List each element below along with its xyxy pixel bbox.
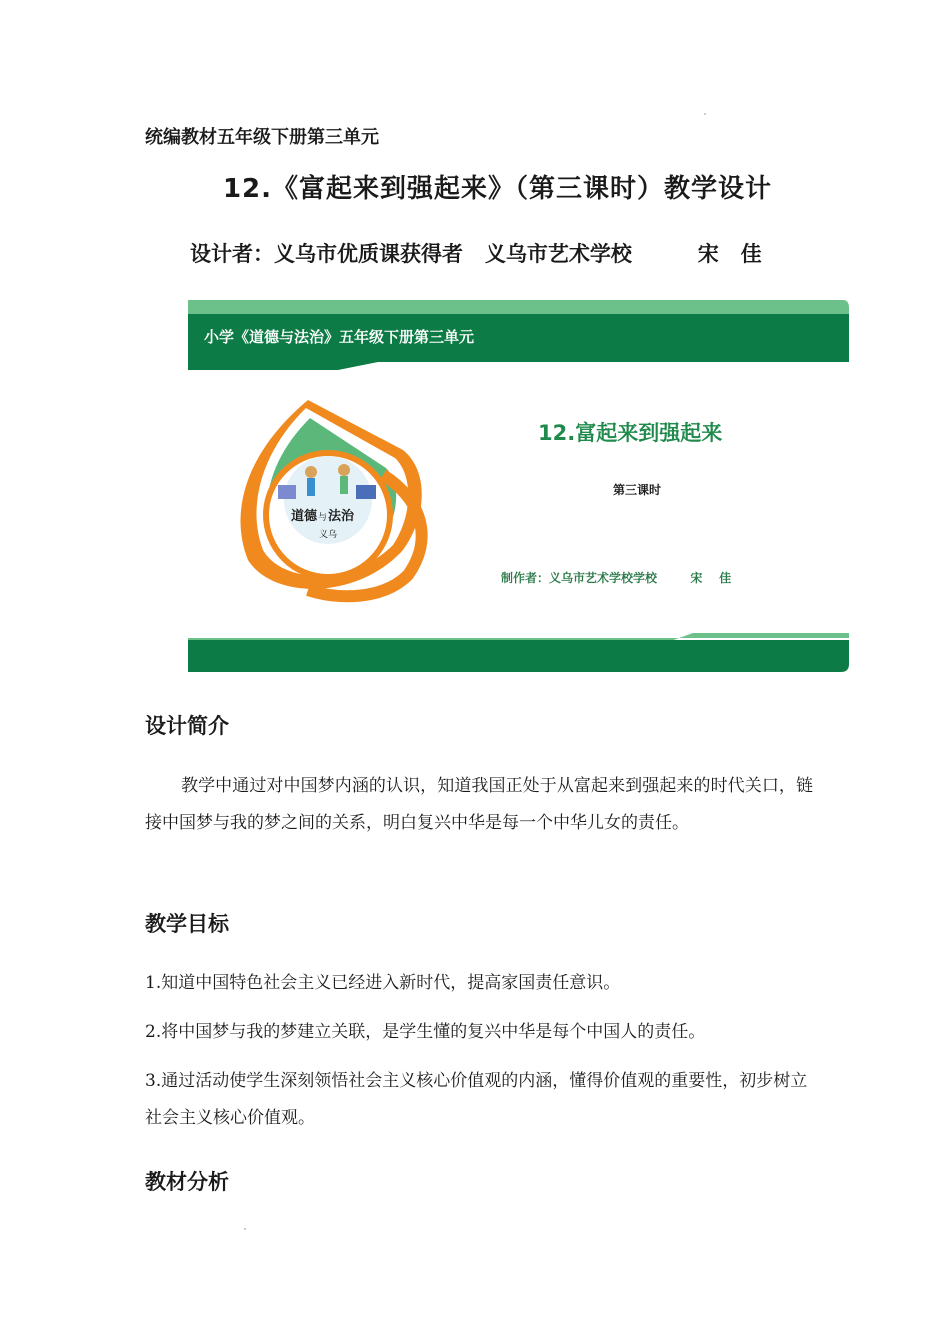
banner-text: 小学《道德与法治》五年级下册第三单元	[204, 328, 475, 346]
lesson-title: 12.富起来到强起来	[538, 421, 723, 445]
goal-item: 3.通过活动使学生深刻领悟社会主义核心价值观的内涵，懂得价值观的重要性，初步树立社会主义核心价值观。	[145, 1071, 808, 1128]
scan-dot	[704, 113, 706, 115]
banner-top-stripe	[188, 300, 849, 314]
lesson-period: 第三课时	[613, 483, 662, 497]
svg-text:法治: 法治	[328, 509, 355, 524]
cover-slide-image	[188, 300, 849, 672]
lesson-author: 制作者：义乌市艺术学校学校 宋 佳	[501, 571, 732, 585]
goal-item: 1.知道中国特色社会主义已经进入新时代，提高家国责任意识。	[145, 973, 621, 993]
designer-line: 设计者：义乌市优质课获得者 义乌市艺术学校 宋 佳	[190, 242, 762, 266]
section-heading-analysis: 教材分析	[145, 1170, 229, 1194]
section-heading-goals: 教学目标	[145, 912, 229, 936]
bottom-bar	[188, 640, 849, 672]
document-title: 12.《富起来到强起来》（第三课时）教学设计	[222, 174, 773, 204]
unit-label: 统编教材五年级下册第三单元	[145, 127, 379, 148]
svg-text:与: 与	[318, 513, 328, 523]
intro-paragraph: 教学中通过对中国梦内涵的认识，知道我国正处于从富起来到强起来的时代关口，链接中国梦与我的梦之间的关系，明白复兴中华是每一个中华儿女的责任。	[145, 776, 813, 833]
svg-text:道德: 道德	[291, 509, 318, 524]
svg-text:义乌: 义乌	[319, 530, 338, 540]
scan-dot	[244, 1228, 246, 1230]
section-heading-intro: 设计简介	[145, 714, 229, 738]
goal-item: 2.将中国梦与我的梦建立关联，是学生懂的复兴中华是每个中国人的责任。	[145, 1022, 706, 1042]
